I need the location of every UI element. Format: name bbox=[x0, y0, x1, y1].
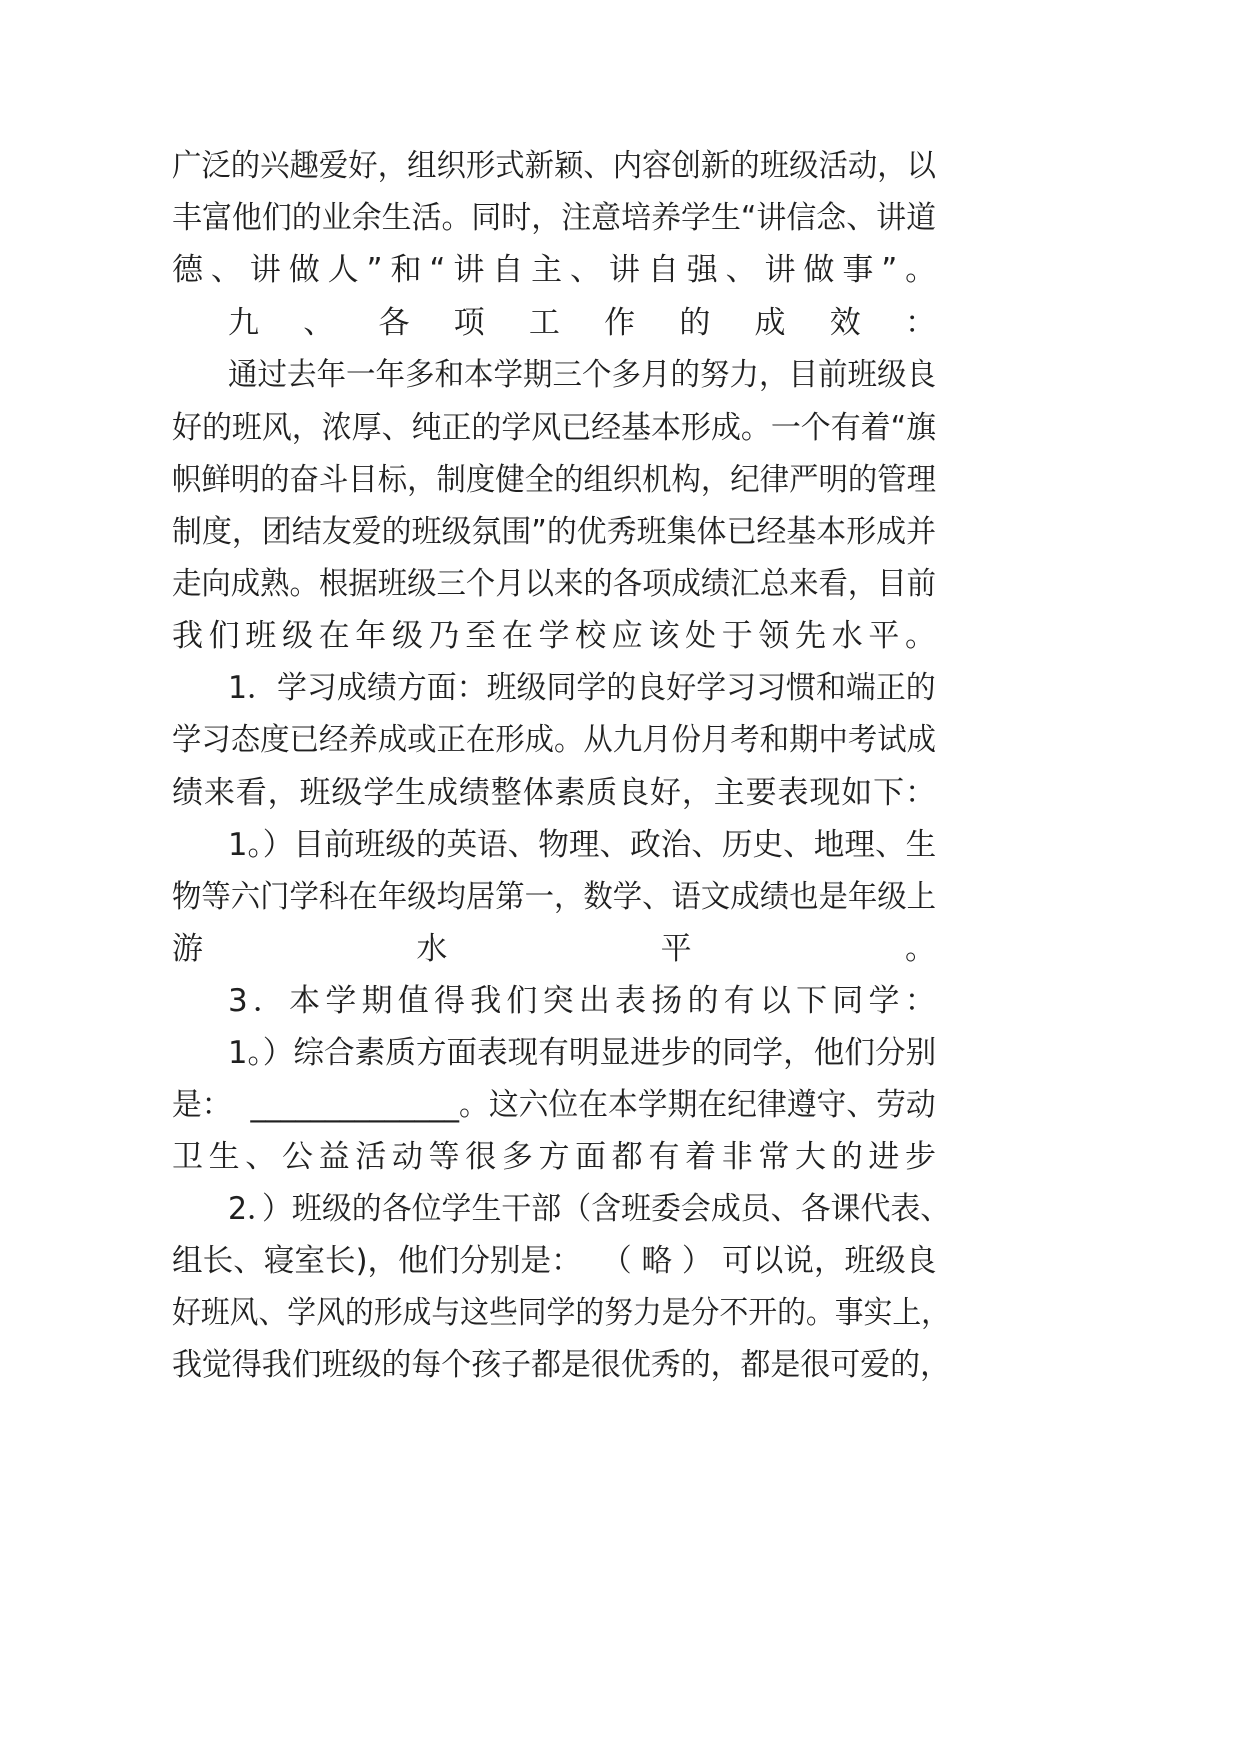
text-line-16: 游水平。 bbox=[172, 931, 1150, 967]
text-line-14: 1。）目前班级的英语、物理、政治、历史、地理、生 bbox=[228, 827, 937, 863]
text-line-23: 好班风、学风的形成与这些同学的努力是分不开的。事实上， bbox=[172, 1295, 950, 1331]
text-line-11: 1．学习成绩方面：班级同学的良好学习习惯和端正的 bbox=[228, 670, 936, 706]
section-heading: 九、各项工作的成效： bbox=[228, 305, 981, 341]
text-line-18: 1。）综合素质方面表现有明显进步的同学，他们分别 bbox=[228, 1035, 937, 1071]
text-line-13: 绩来看，班级学生成绩整体素质良好，主要表现如下： bbox=[172, 775, 937, 811]
text-line-10: 我们班级在年级乃至在学校应该处于领先水平。 bbox=[172, 618, 942, 654]
text-line-12: 学习态度已经养成或正在形成。从九月份月考和期中考试成 bbox=[172, 722, 936, 758]
text-line-5: 通过去年一年多和本学期三个多月的努力，目前班级良 bbox=[228, 357, 936, 393]
text-line-15: 物等六门学科在年级均居第一，数学、语文成绩也是年级上 bbox=[172, 879, 936, 915]
text-line-21: 2．）班级的各位学生干部（含班委会成员、各课代表、 bbox=[228, 1191, 951, 1227]
text-line-8: 制度，团结友爱的班级氛围”的优秀班集体已经基本形成并 bbox=[172, 514, 937, 550]
text-line-9: 走向成熟。根据班级三个月以来的各项成绩汇总来看，目前 bbox=[172, 566, 936, 602]
text-line-7: 帜鲜明的奋斗目标，制度健全的组织机构，纪律严明的管理 bbox=[172, 462, 936, 498]
text-line-17: 3．本学期值得我们突出表扬的有以下同学： bbox=[228, 983, 941, 1019]
text-line-22: 组长、寝室长)，他们分别是： （ 略 ） 可以说，班级良 bbox=[172, 1243, 937, 1279]
text-line-1: 广泛的兴趣爱好，组织形式新颖、内容创新的班级活动，以 bbox=[172, 148, 936, 184]
text-line-2: 丰富他们的业余生活。同时，注意培养学生“讲信念、讲道 bbox=[172, 200, 937, 236]
text-line-19: 是： ______________。这六位在本学期在纪律遵守、劳动 bbox=[172, 1087, 936, 1123]
text-line-3: 德、讲做人”和“讲自主、讲自强、讲做事”。 bbox=[172, 252, 945, 288]
text-line-24: 我觉得我们班级的每个孩子都是很优秀的，都是很可爱的， bbox=[172, 1347, 950, 1383]
text-line-20: 卫生、公益活动等很多方面都有着非常大的进步 bbox=[172, 1139, 942, 1175]
text-line-6: 好的班风，浓厚、纯正的学风已经基本形成。一个有着“旗 bbox=[172, 410, 937, 446]
